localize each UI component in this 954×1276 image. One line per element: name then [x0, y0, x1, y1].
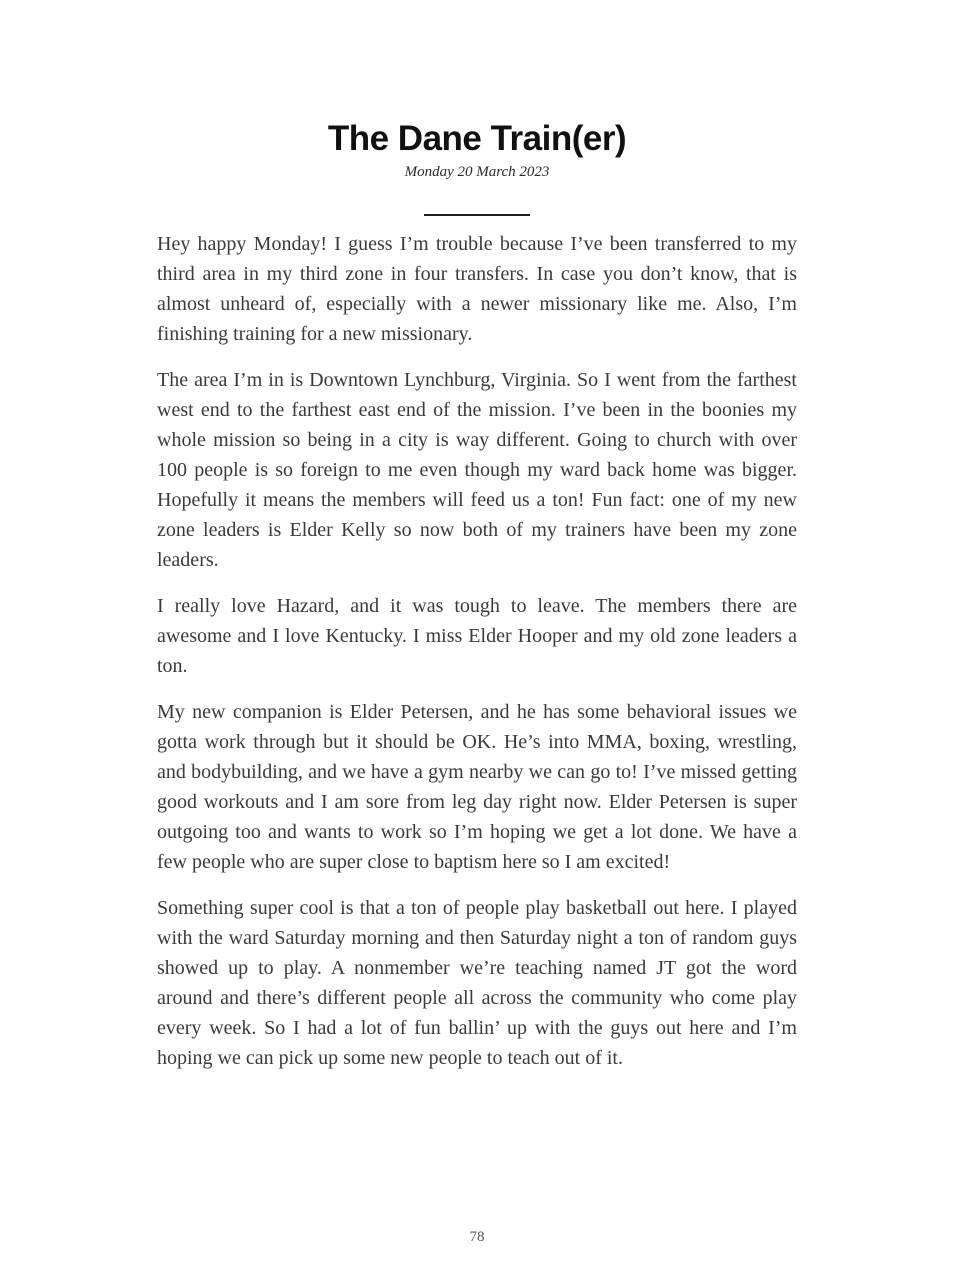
letter-paragraph: My new companion is Elder Petersen, and he has some behavioral issues we gotta work through but it should be OK. He’s into MMA, boxing, wrestling, and bodybuilding, and we have a gym nearby we can go to! I’ve missed getting good workouts and I am sore from leg day right now. Elder Petersen is super outgoing too and wants to work so I’m hoping we get a lot done. We have a few people who are super close to baptism here so I am excited! — [157, 701, 797, 873]
section-divider — [424, 214, 530, 216]
letter-paragraph: The area I’m in is Downtown Lynchburg, Virginia. So I went from the farthest west end to the farthest east end of the mission. I’ve been in the boonies my whole mission so being in a city is way different. Going to church with over 100 people is so foreign to me even though my ward back home was bigger. Hopefully it means the members will feed us a ton! Fun fact: one of my new zone leaders is Elder Kelly so now both of my trainers have been my zone leaders. — [157, 369, 797, 571]
page-number: 78 — [469, 1229, 485, 1245]
letter-body — [157, 229, 797, 1073]
letter-paragraph: Hey happy Monday! I guess I’m trouble because I’ve been transferred to my third area in my third zone in four transfers. In case you don’t know, that is almost unheard of, especially with a newer missionary like me. Also, I’m finishing training for a new missionary. — [157, 233, 797, 345]
date-line: Monday 20 March 2023 — [404, 164, 550, 180]
letter-paragraph: I really love Hazard, and it was tough to leave. The members there are awesome and I love Kentucky. I miss Elder Hooper and my old zone leaders a ton. — [157, 595, 797, 677]
letter-paragraph: Something super cool is that a ton of people play basketball out here. I played with the ward Saturday morning and then Saturday night a ton of random guys showed up to play. A nonmember we’re teaching named JT got the word around and there’s different people all across the community who come play every week. So I had a lot of fun ballin’ up with the guys out here and I’m hoping we can pick up some new people to teach out of it. — [157, 897, 797, 1069]
document-header — [0, 0, 954, 182]
page-title: The Dane Train(er) — [327, 119, 627, 158]
